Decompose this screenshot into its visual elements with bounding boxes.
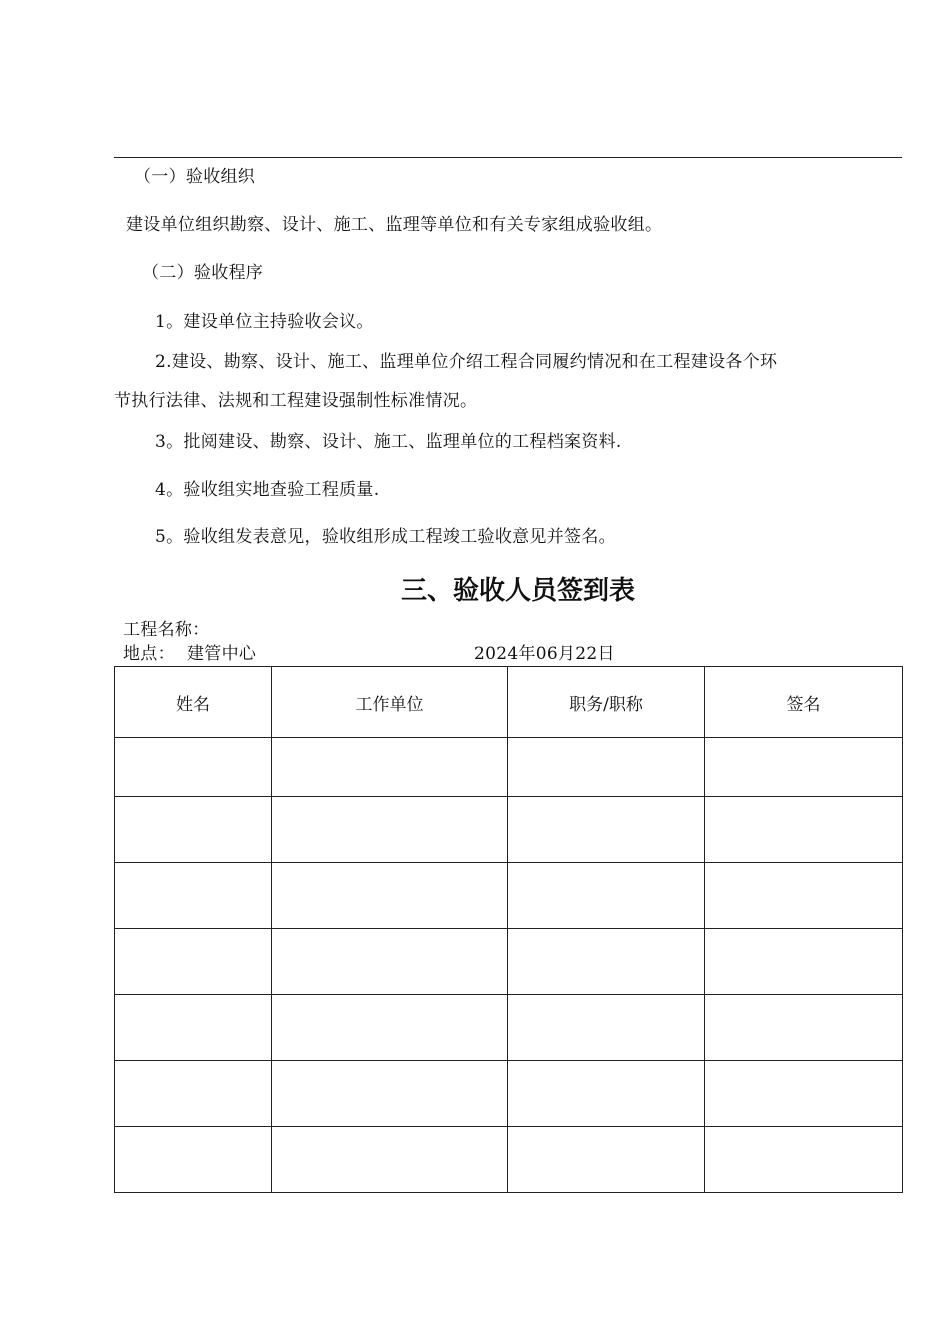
column-header-signature: 签名 [705, 667, 903, 738]
name-cell[interactable] [115, 995, 272, 1061]
column-header-work-unit: 工作单位 [272, 667, 508, 738]
work-unit-cell[interactable] [272, 797, 508, 863]
table-row [115, 1127, 903, 1193]
work-unit-cell[interactable] [272, 1127, 508, 1193]
signin-sheet-title: 三、验收人员签到表 [400, 576, 635, 606]
procedure-step-2-continued: 节执行法律、法规和工程建设强制性标准情况。 [114, 391, 478, 411]
name-cell[interactable] [115, 1061, 272, 1127]
signature-cell[interactable] [705, 738, 903, 797]
table-row [115, 929, 903, 995]
signature-cell[interactable] [705, 1127, 903, 1193]
name-cell[interactable] [115, 1127, 272, 1193]
procedure-step-3: 3。批阅建设、勘察、设计、施工、监理单位的工程档案资料. [155, 432, 622, 452]
name-cell[interactable] [115, 863, 272, 929]
procedure-step-1: 1。建设单位主持验收会议。 [155, 312, 374, 332]
table-header-row [115, 667, 903, 738]
work-unit-cell[interactable] [272, 863, 508, 929]
header-rule [114, 157, 902, 158]
meeting-date: 2024年06月22日 [474, 644, 615, 664]
signature-cell[interactable] [705, 995, 903, 1061]
position-cell[interactable] [508, 797, 705, 863]
table-row [115, 995, 903, 1061]
signature-cell[interactable] [705, 1061, 903, 1127]
table-row [115, 1061, 903, 1127]
position-cell[interactable] [508, 738, 705, 797]
position-cell[interactable] [508, 863, 705, 929]
position-cell[interactable] [508, 1127, 705, 1193]
location-label: 地点： [123, 644, 175, 664]
name-cell[interactable] [115, 929, 272, 995]
column-header-name: 姓名 [115, 667, 272, 738]
table-row [115, 738, 903, 797]
section-heading-organization: （一）验收组织 [134, 167, 256, 187]
work-unit-cell[interactable] [272, 738, 508, 797]
organization-text: 建设单位组织勘察、设计、施工、监理等单位和有关专家组成验收组。 [126, 215, 663, 235]
project-name-label: 工程名称： [123, 620, 210, 640]
name-cell[interactable] [115, 738, 272, 797]
procedure-step-4: 4。验收组实地查验工程质量. [155, 480, 380, 500]
procedure-step-2: 2.建设、勘察、设计、施工、监理单位介绍工程合同履约情况和在工程建设各个环 [155, 352, 778, 372]
work-unit-cell[interactable] [272, 995, 508, 1061]
signin-table [114, 666, 903, 1193]
location-value: 建管中心 [187, 644, 257, 664]
work-unit-cell[interactable] [272, 929, 508, 995]
position-cell[interactable] [508, 1061, 705, 1127]
table-row [115, 863, 903, 929]
signature-cell[interactable] [705, 797, 903, 863]
table-row [115, 797, 903, 863]
work-unit-cell[interactable] [272, 1061, 508, 1127]
signature-cell[interactable] [705, 863, 903, 929]
name-cell[interactable] [115, 797, 272, 863]
procedure-step-5: 5。验收组发表意见，验收组形成工程竣工验收意见并签名。 [155, 527, 616, 547]
column-header-position-title: 职务/职称 [508, 667, 705, 738]
position-cell[interactable] [508, 929, 705, 995]
position-cell[interactable] [508, 995, 705, 1061]
section-heading-procedure: （二）验收程序 [142, 263, 264, 283]
signature-cell[interactable] [705, 929, 903, 995]
